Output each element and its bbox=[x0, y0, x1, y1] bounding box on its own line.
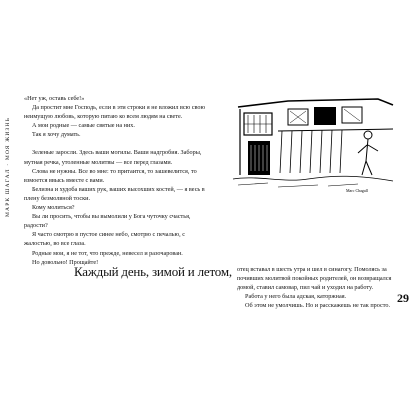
section-lead-line: Каждый день, зимой и летом, bbox=[74, 264, 232, 279]
drawing-signature: Marc Chagall bbox=[346, 188, 368, 193]
ink-drawing-street-illustration bbox=[228, 95, 398, 195]
paragraph: А мои родные — самые святые на них. bbox=[32, 122, 135, 130]
paragraph: Слова не нужны. Все во мне: то притаится, то зашевелится, то взмоется ввысь вместе с вами. bbox=[24, 167, 197, 184]
paragraph: Работа у него была адская, каторжная. bbox=[245, 293, 347, 300]
paragraph: Но довольно! Прощайте! bbox=[32, 258, 99, 266]
running-header-text: МАРК ШАГАЛ · МОЯ ЖИЗНЬ bbox=[5, 116, 11, 218]
paragraph: Зеленые заросли. Здесь ваши могилы. Ваши надгробия. Заборы, мутная речка, утоленные молитвы — все перед глазами. bbox=[24, 149, 202, 166]
paragraph: «Нет уж, оставь себе!» bbox=[24, 95, 85, 102]
running-header-spine bbox=[2, 100, 12, 240]
right-column-text bbox=[237, 265, 403, 310]
page-number: 29 bbox=[397, 291, 409, 305]
paragraph: Об этом не умолчишь. Но и расскажешь не так просто. bbox=[245, 302, 390, 309]
paragraph: Кому молиться? bbox=[32, 204, 75, 212]
paragraph: Белизна и худоба ваших рук, ваших высохших костей, — я весь в плену безмолвной тоски. bbox=[24, 185, 205, 202]
paragraph: Я часто смотрю в пустое синее небо, смотрю с печалью, с жалостью, во все глаза. bbox=[24, 231, 185, 248]
paragraph: Так я хочу думать. bbox=[32, 131, 81, 139]
paragraph: Родные мои, я не тот, что прежде, невесел и разочарован. bbox=[32, 249, 183, 257]
left-column-text bbox=[24, 94, 210, 267]
paragraph: Вы ли просить, чтобы вы вымолили у Бога чуточку счастья, радости? bbox=[24, 213, 191, 230]
paragraph: Да простит мне Господь, если в эти строки я не вложил всю свою неимущую любовь, которую питаю ко всем людям на свете. bbox=[24, 104, 206, 121]
paragraph: отец вставал в шесть утра и шел в синагогу. Помолясь за почивших молитвой покойных родителей, он возвращался домой, ставил самовар, пил чай и уходил на работу. bbox=[237, 266, 392, 291]
